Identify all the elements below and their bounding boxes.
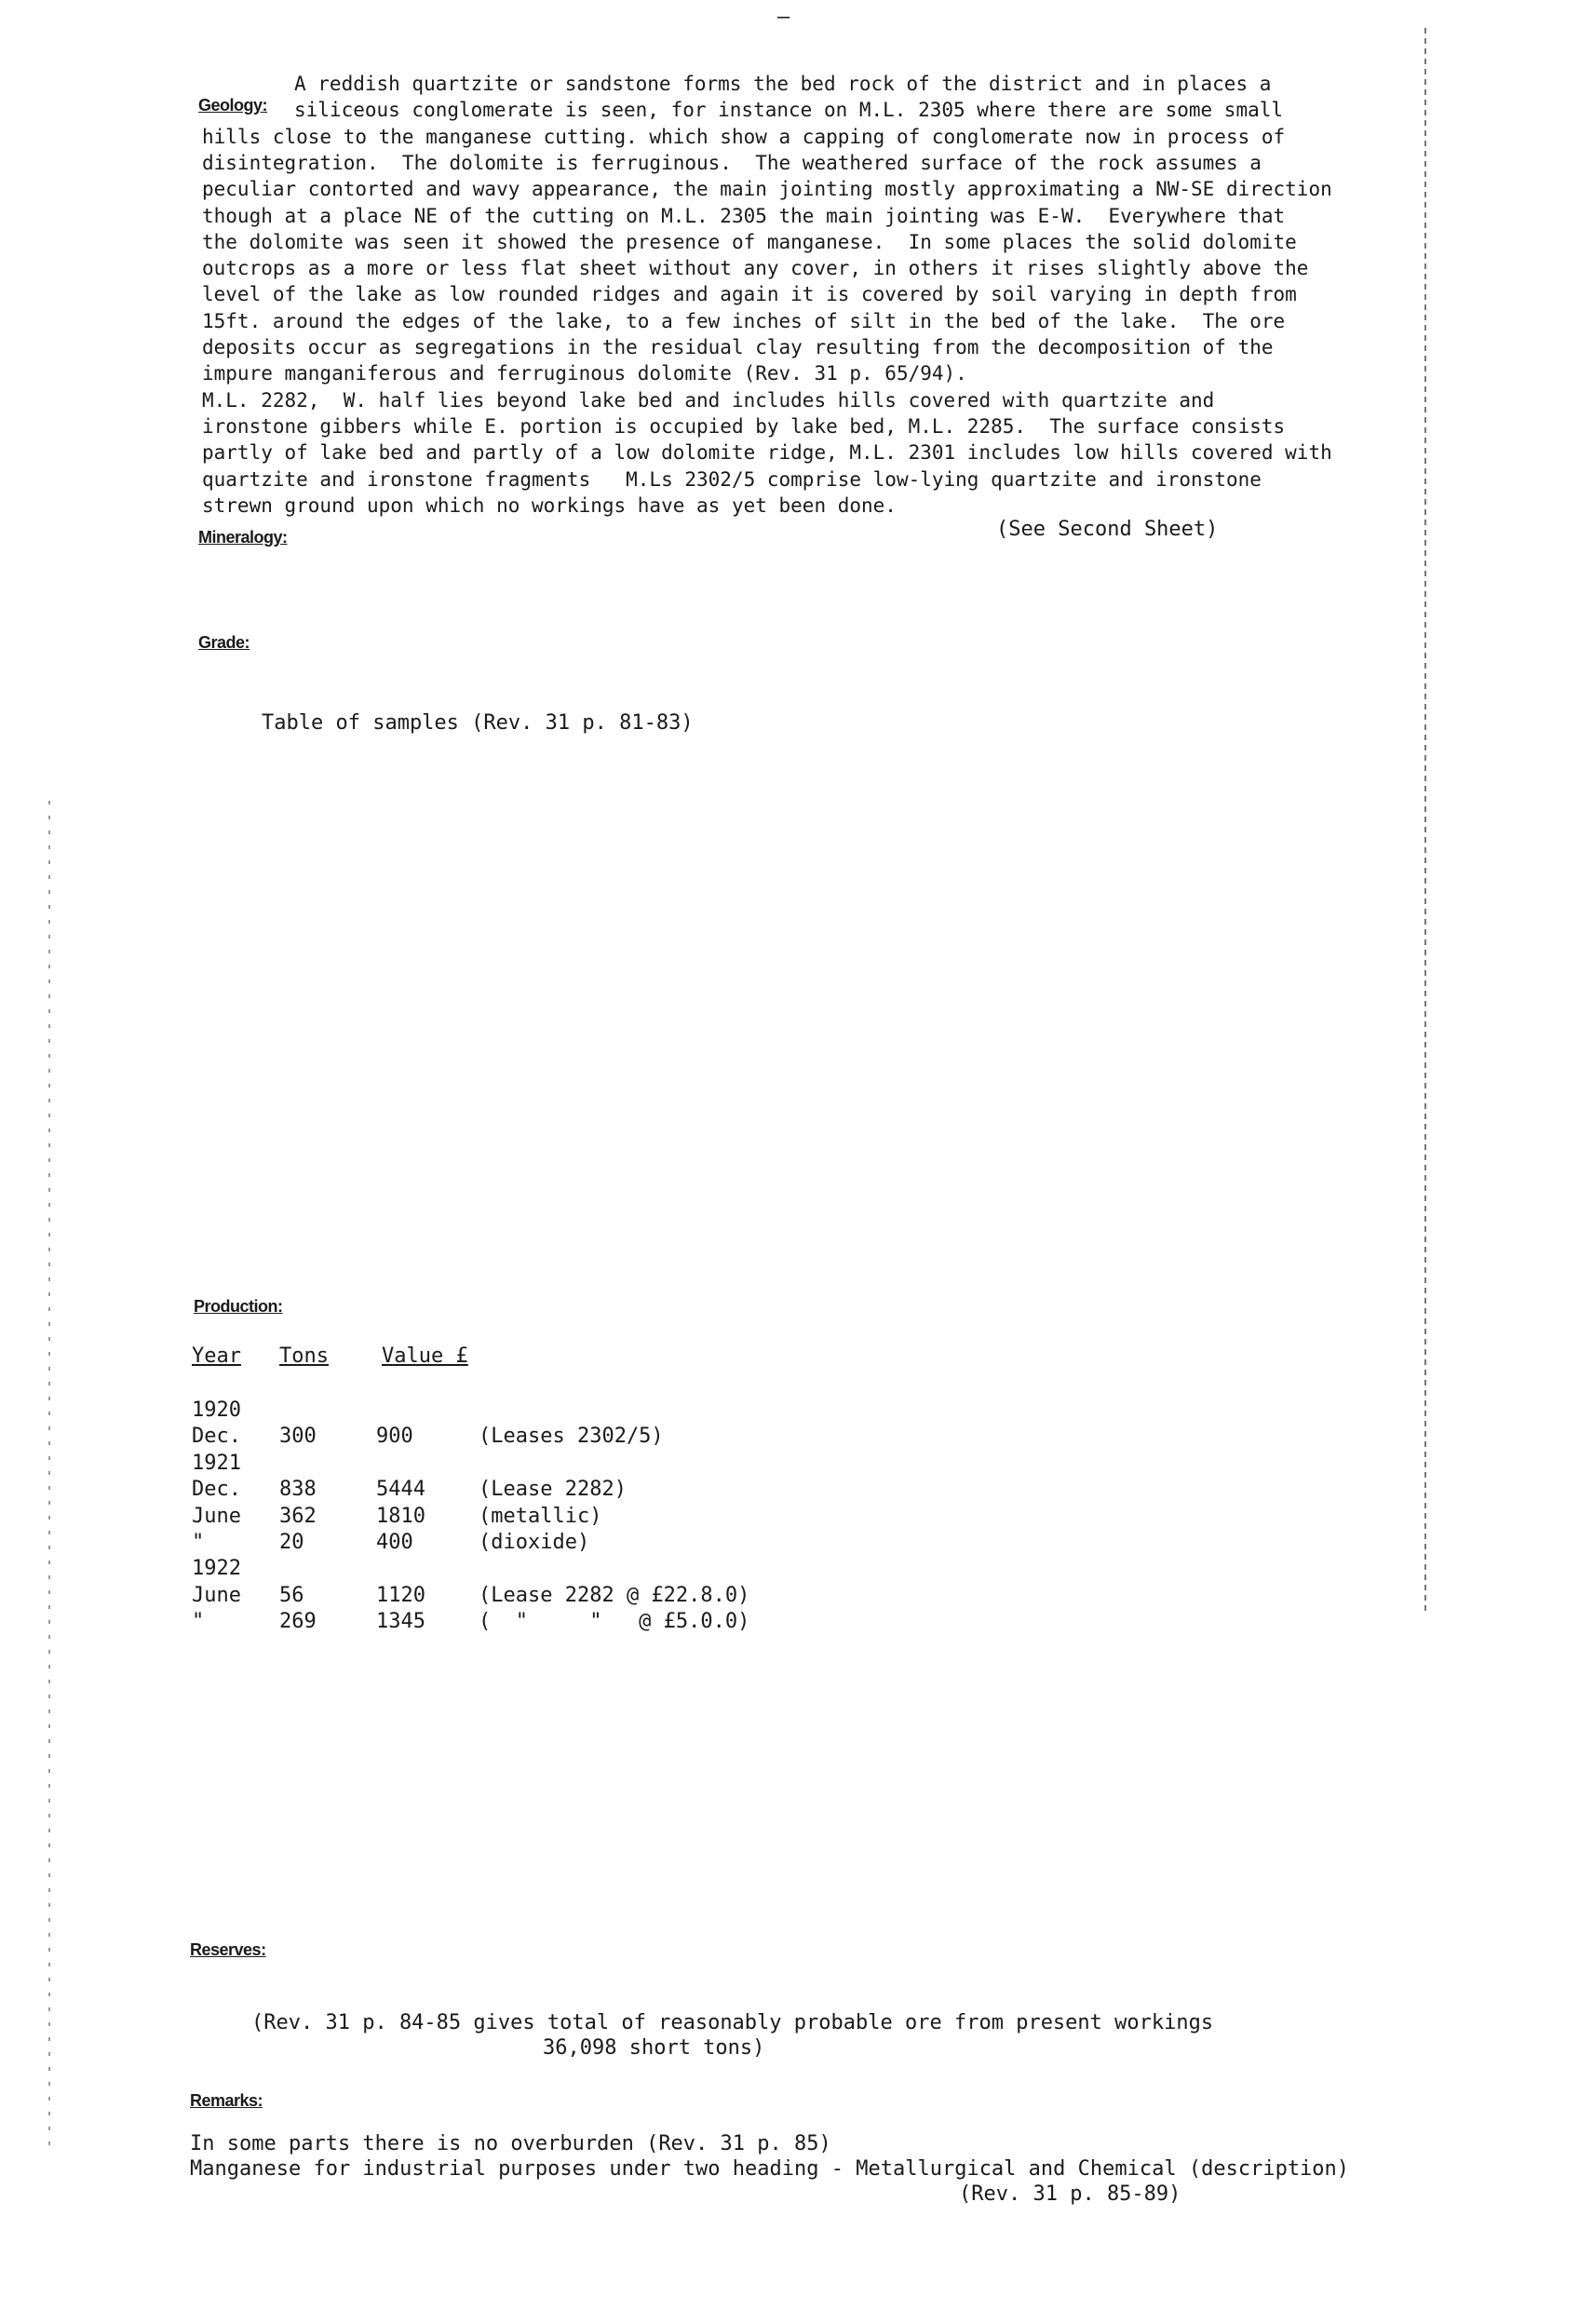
remarks-line-1: In some parts there is no overburden (Rev. 31 p. 85) — [190, 2132, 831, 2155]
production-cell-tons: 56 — [279, 1583, 304, 1607]
geology-line: hills close to the manganese cutting. which show a capping of conglomerate now in process of — [202, 125, 1286, 148]
production-cell-tons: 362 — [279, 1504, 317, 1528]
production-cell-note: (Lease 2282 @ £22.8.0) — [479, 1583, 750, 1607]
production-cell-value: 900 — [376, 1425, 413, 1449]
production-cell-year: June — [192, 1504, 241, 1528]
production-cell-note: (Lease 2282) — [479, 1478, 627, 1502]
remarks-line-2: Manganese for industrial purposes under two heading - Metallurgical and Chemical (description) — [190, 2157, 1350, 2181]
reserves-line-1: (Rev. 31 p. 84-85 gives total of reasonably probable ore from present workings — [251, 2011, 1214, 2034]
production-header-value: Value £ — [382, 1344, 468, 1368]
geology-line: quartzite and ironstone fragments M.Ls 2302/5 comprise low-lying quartzite and ironstone — [202, 467, 1262, 491]
production-cell-tons: 838 — [279, 1478, 317, 1502]
production-cell-note: (metallic) — [479, 1504, 602, 1528]
production-header-tons: Tons — [279, 1344, 329, 1368]
geology-line: siliceous conglomerate is seen, for instance on M.L. 2305 where there are some small — [294, 99, 1284, 122]
reserves-heading: Reserves: — [190, 1940, 266, 1959]
geology-line: 15ft. around the edges of the lake, to a few inches of silt in the bed of the lake. The ore — [202, 309, 1286, 332]
geology-line: level of the lake as low rounded ridges and again it is covered by soil varying in depth from — [202, 283, 1297, 306]
production-cell-note: (dioxide) — [479, 1531, 590, 1554]
geology-line: outcrops as a more or less flat sheet without any cover, in others it rises slightly above the — [202, 257, 1309, 280]
production-cell-tons: 300 — [279, 1425, 317, 1449]
grade-heading: Grade: — [198, 633, 250, 652]
see-second-sheet-note: (See Second Sheet) — [996, 518, 1219, 541]
geology-line: M.L. 2282, W. half lies beyond lake bed and includes hills covered with quartzite and — [202, 388, 1215, 412]
production-cell-year: " — [192, 1531, 205, 1554]
production-header-year: Year — [192, 1344, 241, 1368]
reserves-line-2: 36,098 short tons) — [543, 2036, 765, 2060]
grade-text: Table of samples (Rev. 31 p. 81-83) — [262, 711, 694, 735]
production-cell-note: ( " " @ £5.0.0) — [479, 1610, 750, 1634]
geology-line: deposits occur as segregations in the residual clay resulting from the decomposition of the — [202, 336, 1274, 358]
scan-edge-left — [48, 801, 50, 2151]
production-cell-value: 1120 — [376, 1583, 425, 1607]
production-cell-value: 400 — [376, 1531, 413, 1554]
production-cell-tons: 20 — [279, 1531, 304, 1554]
production-cell-year: 1922 — [192, 1557, 241, 1581]
page-mark: — — [777, 6, 790, 29]
mineralogy-heading: Mineralogy: — [198, 528, 288, 547]
geology-line: partly of lake bed and partly of a low dolomite ridge, M.L. 2301 includes low hills covered with — [202, 441, 1332, 465]
scan-edge-right — [1424, 28, 1426, 1611]
production-cell-year: 1920 — [192, 1398, 241, 1422]
production-cell-year: " — [192, 1610, 205, 1634]
production-cell-note: (Leases 2302/5) — [479, 1425, 664, 1449]
production-cell-year: 1921 — [192, 1451, 241, 1475]
production-cell-value: 1810 — [376, 1504, 425, 1528]
geology-line: though at a place NE of the cutting on M.L. 2305 the main jointing was E-W. Everywhere that — [202, 204, 1286, 227]
production-cell-year: Dec. — [192, 1478, 241, 1502]
remarks-heading: Remarks: — [190, 2091, 263, 2110]
geology-line: peculiar contorted and wavy appearance, the main jointing mostly approximating a NW-SE direction — [202, 178, 1332, 201]
geology-line: ironstone gibbers while E. portion is occupied by lake bed, M.L. 2285. The surface consists — [202, 414, 1286, 438]
production-cell-year: June — [192, 1583, 241, 1607]
production-cell-year: Dec. — [192, 1425, 241, 1449]
remarks-line-3: (Rev. 31 p. 85-89) — [959, 2182, 1181, 2206]
geology-line: strewn ground upon which no workings have as yet been done. — [202, 493, 897, 517]
geology-line: impure manganiferous and ferruginous dolomite (Rev. 31 p. 65/94). — [202, 362, 967, 385]
production-heading: Production: — [194, 1297, 283, 1316]
geology-line: the dolomite was seen it showed the presence of manganese. In some places the solid dolomite — [202, 230, 1297, 253]
geology-line: disintegration. The dolomite is ferruginous. The weathered surface of the rock assumes a — [202, 151, 1262, 174]
geology-heading: Geology: — [198, 96, 268, 115]
production-cell-value: 5444 — [376, 1478, 425, 1502]
production-cell-value: 1345 — [376, 1610, 425, 1634]
production-cell-tons: 269 — [279, 1610, 317, 1634]
geology-line: A reddish quartzite or sandstone forms the bed rock of the district and in places a — [294, 73, 1272, 95]
